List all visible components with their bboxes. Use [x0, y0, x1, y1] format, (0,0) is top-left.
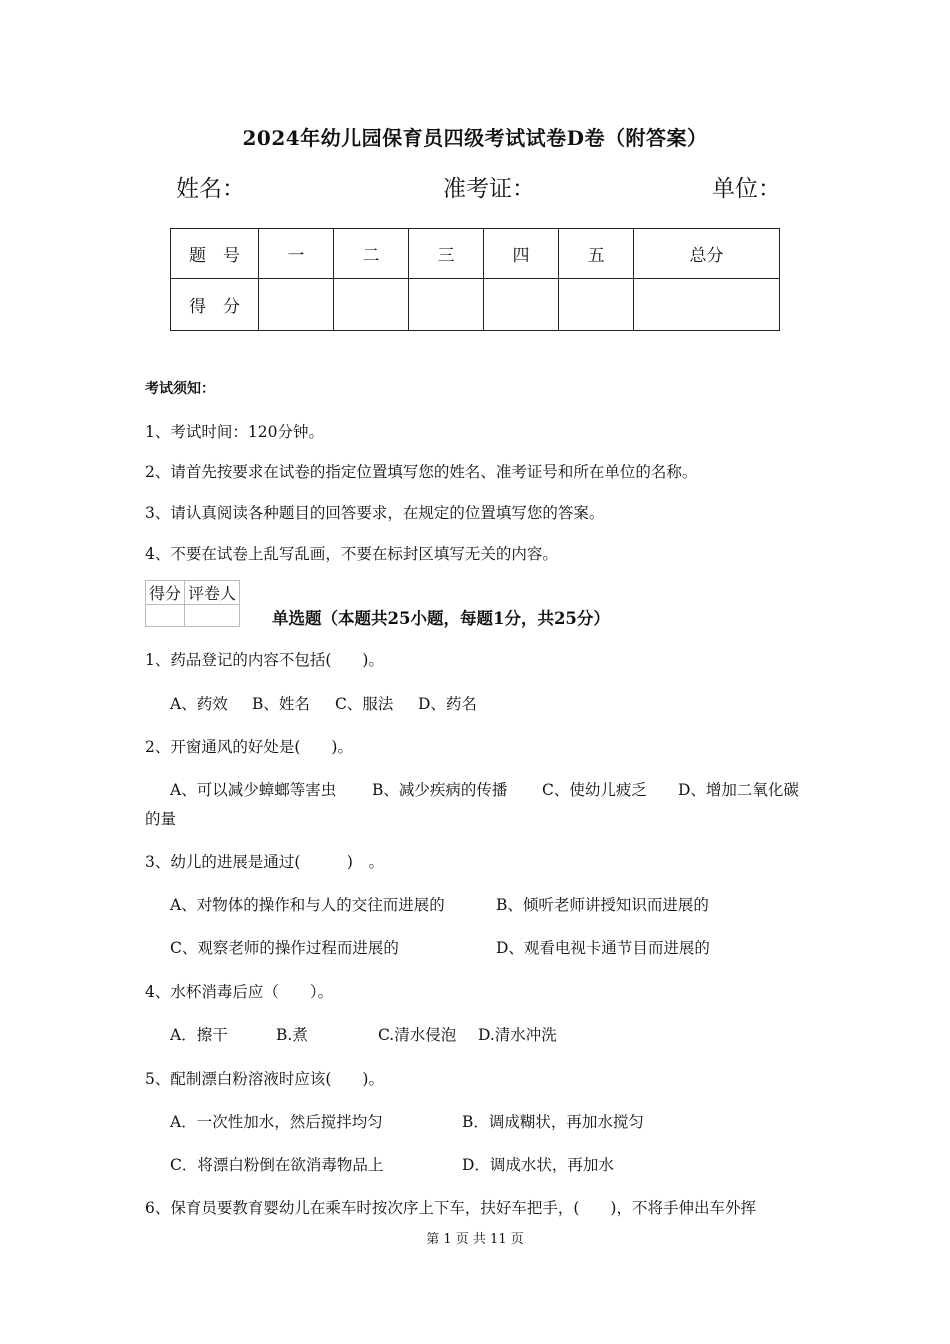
q3-option-a[interactable]: A、对物体的操作和与人的交往而进展的 — [170, 896, 445, 914]
q1-option-b[interactable]: B、姓名 — [252, 695, 310, 713]
q1-option-c[interactable]: C、服法 — [335, 695, 394, 713]
score-cell-3[interactable] — [409, 279, 484, 331]
q2-option-a[interactable]: A、可以减少蟑螂等害虫 — [170, 781, 337, 799]
score-table-score-row — [171, 279, 780, 331]
score-table-header-2: 二 — [334, 229, 409, 279]
score-table-row-label: 得 分 — [171, 279, 259, 331]
q4-option-d[interactable]: D.清水冲洗 — [478, 1026, 557, 1044]
page-title: 2024年幼儿园保育员四级考试试卷D卷（附答案） — [242, 126, 708, 150]
page-footer: 第 1 页 共 11 页 — [426, 1232, 524, 1247]
q5-option-a[interactable]: A．一次性加水，然后搅拌均匀 — [170, 1113, 383, 1131]
score-cell-1[interactable] — [259, 279, 334, 331]
question-4: 4、水杯消毒后应（ ）。 — [145, 983, 334, 1001]
score-cell-total[interactable] — [634, 279, 780, 331]
grader-name-cell[interactable] — [185, 605, 240, 627]
score-cell-2[interactable] — [334, 279, 409, 331]
score-cell-4[interactable] — [484, 279, 559, 331]
grader-box — [145, 580, 240, 627]
q5-option-c[interactable]: C．将漂白粉倒在欲消毒物品上 — [170, 1156, 384, 1174]
score-table — [170, 228, 780, 331]
score-cell-5[interactable] — [559, 279, 634, 331]
notice-item: 4、不要在试卷上乱写乱画，不要在标封区填写无关的内容。 — [145, 545, 558, 563]
score-table-header-3: 三 — [409, 229, 484, 279]
name-label: 姓名： — [176, 176, 245, 202]
unit-label: 单位： — [712, 176, 781, 202]
question-3: 3、幼儿的进展是通过( ) 。 — [145, 853, 384, 871]
question-6: 6、保育员要教育婴幼儿在乘车时按次序上下车，扶好车把手，( )，不将手伸出车外挥 — [145, 1199, 756, 1217]
q3-option-d[interactable]: D、观看电视卡通节目而进展的 — [496, 939, 710, 957]
score-table-header-total: 总分 — [634, 229, 780, 279]
grader-score-cell[interactable] — [146, 605, 185, 627]
section-title: 单选题（本题共25小题，每题1分，共25分） — [272, 609, 610, 628]
q3-option-c[interactable]: C、观察老师的操作过程而进展的 — [170, 939, 399, 957]
q1-option-d[interactable]: D、药名 — [418, 695, 477, 713]
score-table-header-4: 四 — [484, 229, 559, 279]
score-table-header-row — [171, 229, 780, 279]
q2-option-d[interactable]: D、增加二氧化碳 — [678, 781, 799, 799]
q5-option-d[interactable]: D．调成水状，再加水 — [462, 1156, 614, 1174]
q2-option-b[interactable]: B、减少疾病的传播 — [372, 781, 508, 799]
score-table-header-5: 五 — [559, 229, 634, 279]
q4-option-c[interactable]: C.清水侵泡 — [378, 1026, 457, 1044]
grader-score-label: 得分 — [146, 581, 185, 605]
q4-option-b[interactable]: B.煮 — [276, 1026, 308, 1044]
exam-id-label: 准考证： — [443, 176, 535, 202]
notice-item: 2、请首先按要求在试卷的指定位置填写您的姓名、准考证号和所在单位的名称。 — [145, 463, 698, 481]
q4-option-a[interactable]: A．擦干 — [170, 1026, 228, 1044]
question-1: 1、药品登记的内容不包括( )。 — [145, 651, 384, 669]
q5-option-b[interactable]: B．调成糊状，再加水搅匀 — [462, 1113, 644, 1131]
grader-name-label: 评卷人 — [185, 581, 240, 605]
notice-item: 3、请认真阅读各种题目的回答要求，在规定的位置填写您的答案。 — [145, 504, 605, 522]
notice-item: 1、考试时间：120分钟。 — [145, 423, 324, 441]
q2-option-c[interactable]: C、使幼儿疲乏 — [542, 781, 647, 799]
score-table-header-label: 题 号 — [171, 229, 259, 279]
notice-heading: 考试须知： — [145, 381, 215, 397]
question-2: 2、开窗通风的好处是( )。 — [145, 738, 353, 756]
q2-option-d-continuation: 的量 — [145, 810, 177, 828]
question-5: 5、配制漂白粉溶液时应该( )。 — [145, 1070, 384, 1088]
q3-option-b[interactable]: B、倾听老师讲授知识而进展的 — [496, 896, 709, 914]
q1-option-a[interactable]: A、药效 — [170, 695, 228, 713]
score-table-header-1: 一 — [259, 229, 334, 279]
